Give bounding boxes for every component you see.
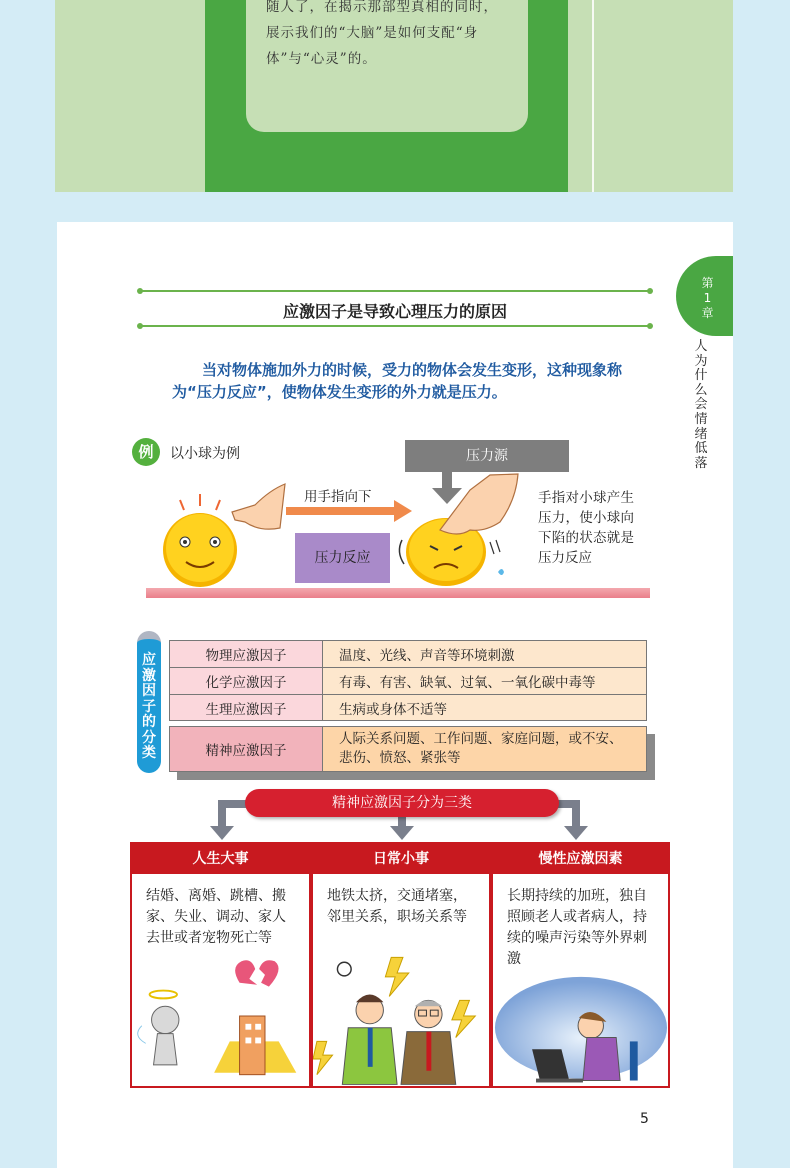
mental-stress-split-banner: 精神应激因子分为三类 xyxy=(245,789,559,817)
chapter-tab-number: 1 xyxy=(703,291,712,305)
stressor-type: 物理应激因子 xyxy=(170,641,323,667)
ground-strip xyxy=(146,588,650,598)
classification-label-char: 分 xyxy=(142,729,156,746)
stressor-type: 生理应激因子 xyxy=(170,695,323,720)
chapter-title-char: 会 xyxy=(694,397,708,413)
stressor-desc: 人际关系问题、工作问题、家庭问题，或不安、悲伤、愤怒、紧张等 xyxy=(323,727,646,771)
classification-label-char: 子 xyxy=(142,698,156,715)
stressor-desc: 温度、光线、声音等环境刺激 xyxy=(323,641,646,667)
category-desc: 结婚、离婚、跳槽、搬家、失业、调动、家人去世或者宠物死亡等 xyxy=(146,888,286,946)
table-row xyxy=(169,667,647,695)
category-title: 日常小事 xyxy=(313,844,489,874)
section-rule-bottom xyxy=(140,325,650,327)
collapsing-building-icon xyxy=(214,1016,296,1075)
pointing-hand-icon xyxy=(232,484,285,529)
category-desc: 长期持续的加班，独自照顾老人或者病人，持续的噪声污染等外界刺激 xyxy=(507,888,647,967)
stressor-type: 精神应激因子 xyxy=(170,727,323,771)
previous-page-line: 展示我们的“大脑”是如何支配“身 xyxy=(266,25,479,41)
page-number: 5 xyxy=(640,1111,649,1127)
category-title: 慢性应激因素 xyxy=(493,844,668,874)
classification-label xyxy=(137,631,161,773)
section-title: 应激因子是导致心理压力的原因 xyxy=(282,302,507,321)
push-label: 用手指向下 xyxy=(304,489,372,505)
classification-label-char: 应 xyxy=(142,652,156,668)
classification-label-char: 激 xyxy=(142,667,156,684)
previous-page-line: 体”与“心灵”的。 xyxy=(266,51,377,67)
stress-reaction-box: 压力反应 xyxy=(295,533,390,583)
classification-label-char: 的 xyxy=(142,714,156,730)
happy-ball-icon xyxy=(163,494,237,587)
previous-page-text xyxy=(266,0,514,72)
section-rule-top xyxy=(140,290,650,292)
previous-page-divider xyxy=(592,0,594,192)
intro-paragraph: 当对物体施加外力的时候，受力的物体会发生变形，这种现象称为“压力反应”，使物体发生变形的外力就是压力。 xyxy=(172,361,623,401)
angry-boss-icon xyxy=(401,1000,456,1084)
category-card-chronic-stress xyxy=(491,842,670,1088)
previous-page-line: 随人了，在揭示那部型真相的同时， xyxy=(266,0,498,15)
life-events-illustration xyxy=(132,946,309,1086)
chapter-title-vertical xyxy=(692,340,710,471)
chapter-title-char: 什 xyxy=(694,368,708,384)
table-row xyxy=(169,694,647,721)
daily-hassles-illustration xyxy=(313,946,489,1086)
chapter-title-char: 为 xyxy=(694,353,708,369)
table-row-mental xyxy=(169,726,647,772)
chapter-title-char: 落 xyxy=(694,455,708,471)
classification-label-char: 类 xyxy=(142,745,156,761)
stressor-type: 化学应激因子 xyxy=(170,668,323,694)
angel-cat-icon xyxy=(138,991,179,1065)
chapter-title-char: 人 xyxy=(694,339,708,354)
stress-source-box: 压力源 xyxy=(405,440,569,472)
stressor-desc: 生病或身体不适等 xyxy=(323,695,646,720)
broken-heart-icon xyxy=(235,960,278,986)
example-label: 以小球为例 xyxy=(170,446,240,462)
classification-label-char: 因 xyxy=(142,683,156,699)
table-row xyxy=(169,640,647,668)
category-desc: 地铁太挤，交通堵塞，邻里关系，职场关系等 xyxy=(327,888,467,925)
chapter-title-char: 低 xyxy=(694,441,708,457)
chapter-title-char: 情 xyxy=(694,411,708,427)
stressed-man-icon xyxy=(342,994,397,1084)
source-arrow-icon xyxy=(432,472,462,504)
example-badge: 例 xyxy=(132,438,160,466)
chapter-tab-char: 章 xyxy=(701,306,714,320)
chronic-stress-illustration xyxy=(493,946,668,1086)
chapter-tab-char: 第 xyxy=(701,276,714,290)
chapter-title-char: 绪 xyxy=(694,426,708,442)
stressor-desc: 有毒、有害、缺氧、过氧、一氧化碳中毒等 xyxy=(323,668,646,694)
category-title: 人生大事 xyxy=(132,844,309,874)
chapter-title-char: 么 xyxy=(694,382,708,398)
ball-note: 手指对小球产生压力，使小球向下陷的状态就是压力反应 xyxy=(538,490,634,566)
category-card-daily-hassles xyxy=(311,842,491,1088)
category-card-life-events xyxy=(130,842,311,1088)
scribble-icon xyxy=(337,962,351,976)
